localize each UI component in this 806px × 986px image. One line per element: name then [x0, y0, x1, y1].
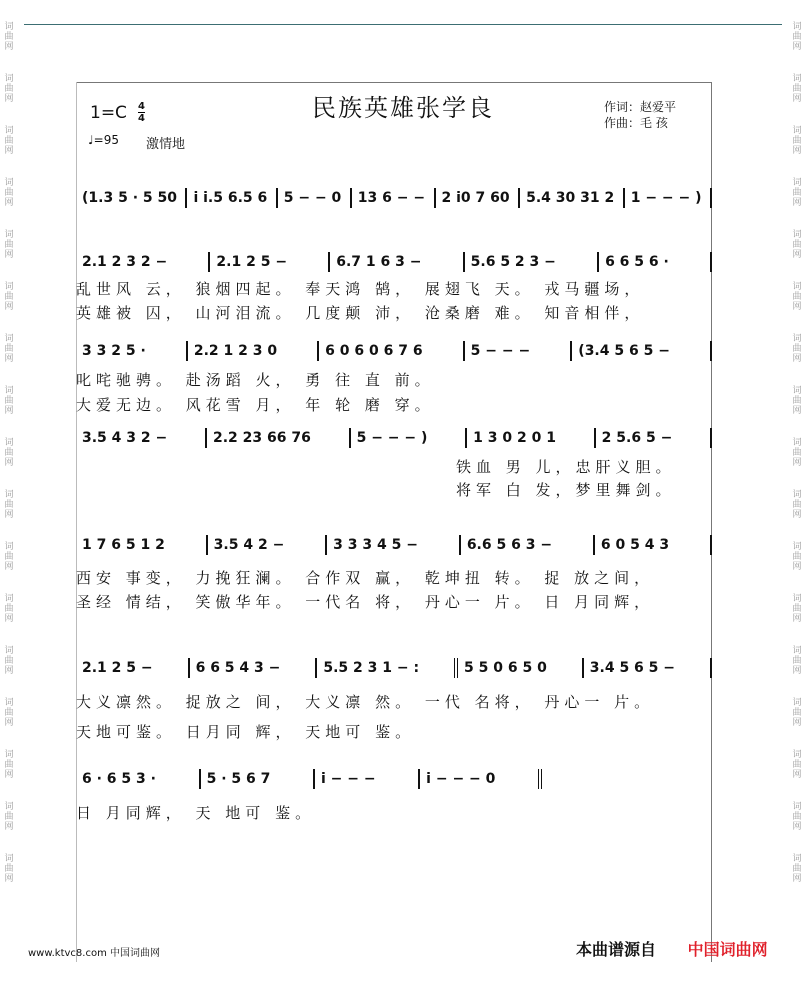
measure: 6 · 6 5 3 · [76, 769, 201, 789]
measure: 6.6 5 6 3 − [461, 535, 595, 555]
footer-source [576, 937, 768, 960]
watermark-text: 词曲网 [4, 490, 14, 520]
lyricist-credit: 作词：赵爱平 [604, 100, 677, 114]
watermark-text: 词曲网 [792, 230, 802, 260]
watermark-text: 词曲网 [4, 282, 14, 312]
footer-site-url: www.ktvc8.com 中国词曲网 [28, 948, 161, 959]
measure: i − − − [315, 769, 420, 789]
measure: 6 6 5 4 3 − [190, 658, 318, 678]
measure: 3.5 4 3 2 − [76, 428, 207, 448]
watermark-text: 词曲网 [792, 22, 802, 52]
measure: 2.1 2 3 2 − [76, 252, 210, 272]
measure: 2.1 2 5 − [210, 252, 330, 272]
lyric-verse-1: 乱世风 云， 狼烟四起。 奉天鸿 鹄， 展翅飞 天。 戎马疆场， [76, 280, 645, 298]
measure: 6 0 6 0 6 7 6 [319, 341, 465, 361]
watermark-text: 词曲网 [4, 594, 14, 624]
watermark-text: 词曲网 [4, 438, 14, 468]
measure: 2.2 1 2 3 0 [188, 341, 319, 361]
lyric-verse-2: 天地可鉴。 日月同 辉， 天地可 鉴。 [76, 723, 416, 741]
watermark-text: 词曲网 [792, 698, 802, 728]
watermark-text: 词曲网 [792, 178, 802, 208]
measure: 5 − − − [465, 341, 573, 361]
watermark-column-right [790, 0, 804, 884]
measure: 2 i0 7 60 [436, 188, 521, 208]
watermark-text: 词曲网 [4, 334, 14, 364]
footer-source-brand: 中国词曲网 [687, 940, 768, 959]
measure: 1 − − − ) [625, 188, 712, 208]
watermark-text: 词曲网 [4, 386, 14, 416]
watermark-text: 词曲网 [792, 74, 802, 104]
watermark-text: 词曲网 [4, 178, 14, 208]
watermark-text: 词曲网 [792, 594, 802, 624]
measure: 3 3 3 4 5 − [327, 535, 461, 555]
lyric-verse-1: 大义凛然。 捉放之 间， 大义凛 然。 一代 名将， 丹心一 片。 [76, 693, 655, 711]
notation-row [76, 341, 712, 361]
watermark-text: 词曲网 [792, 490, 802, 520]
watermark-text: 词曲网 [792, 386, 802, 416]
lyric-verse-1: 西安 事变， 力挽狂澜。 合作双 赢， 乾坤扭 转。 捉 放之间， [76, 569, 655, 587]
measure: 6 6 5 6 · [599, 252, 712, 272]
measure: 2 5.6 5 − [596, 428, 712, 448]
notation-row [76, 188, 712, 208]
watermark-text: 词曲网 [4, 74, 14, 104]
key-signature: 1=C [90, 103, 127, 123]
watermark-text: 词曲网 [792, 542, 802, 572]
watermark-text: 词曲网 [792, 334, 802, 364]
notation-row [76, 769, 542, 789]
composer-credit: 作曲：毛 孩 [604, 116, 668, 130]
watermark-column-left [2, 0, 16, 884]
watermark-text: 词曲网 [4, 750, 14, 780]
lyric-verse-2: 圣经 情结， 笑傲华年。 一代名 将， 丹心一 片。 日 月同辉， [76, 593, 655, 611]
notation-row [76, 535, 712, 555]
lyric-verse-1: 叱咤驰骋。 赴汤蹈 火， 勇 往 直 前。 [76, 371, 435, 389]
measure: 5 5 0 6 5 0 [458, 658, 584, 678]
footer-source-label: 本曲谱源自 [576, 940, 657, 959]
tempo-marking: ♩=95 [88, 133, 119, 147]
measure: 3.4 5 6 5 − [584, 658, 712, 678]
song-title: 民族英雄张学良 [312, 94, 494, 122]
lyric-verse-2: 大爱无边。 风花雪 月， 年 轮 磨 穿。 [76, 396, 435, 414]
notation-row [76, 252, 712, 272]
measure: (3.4 5 6 5 − [572, 341, 712, 361]
measure-repeat-end: 5.5 2 3 1 − : [317, 658, 458, 678]
measure: 3 3 2 5 · [76, 341, 188, 361]
lyric-verse-1: 日 月同辉， 天 地可 鉴。 [76, 804, 316, 822]
watermark-text: 词曲网 [4, 646, 14, 676]
measure: 3.5 4 2 − [208, 535, 327, 555]
measure: 2.1 2 5 − [76, 658, 190, 678]
measure: 2.2 23 66 76 [207, 428, 351, 448]
measure-final: i − − − 0 [420, 769, 542, 789]
measure: 5 · 5 6 7 [201, 769, 315, 789]
watermark-text: 词曲网 [792, 802, 802, 832]
score-sheet-left-edge [76, 82, 77, 962]
watermark-text: 词曲网 [792, 438, 802, 468]
measure: (1.3 5 · 5 50 [76, 188, 187, 208]
watermark-text: 词曲网 [4, 542, 14, 572]
watermark-text: 词曲网 [4, 126, 14, 156]
watermark-text: 词曲网 [4, 230, 14, 260]
measure: 1 3 0 2 0 1 [467, 428, 596, 448]
measure: 13 6 − − [352, 188, 436, 208]
measure: 5.4 30 31 2 [520, 188, 625, 208]
expression-marking: 激情地 [146, 137, 186, 152]
watermark-text: 词曲网 [4, 698, 14, 728]
watermark-text: 词曲网 [792, 126, 802, 156]
watermark-text: 词曲网 [4, 22, 14, 52]
watermark-text: 词曲网 [792, 750, 802, 780]
measure: 5 − − − ) [351, 428, 468, 448]
notation-row [76, 428, 712, 448]
watermark-text: 词曲网 [792, 646, 802, 676]
time-signature-top: 4 [138, 101, 145, 112]
score-sheet-frame [76, 82, 712, 962]
watermark-text: 词曲网 [4, 854, 14, 884]
measure: 1 7 6 5 1 2 [76, 535, 208, 555]
watermark-text: 词曲网 [792, 854, 802, 884]
measure: i i.5 6.5 6 [187, 188, 277, 208]
measure: 5.6 5 2 3 − [465, 252, 599, 272]
top-divider [24, 24, 782, 25]
time-signature-bottom: 4 [138, 113, 145, 124]
notation-row [76, 658, 712, 678]
watermark-text: 词曲网 [792, 282, 802, 312]
watermark-text: 词曲网 [4, 802, 14, 832]
measure: 6 0 5 4 3 [595, 535, 712, 555]
lyric-verse-2: 将军 白 发，梦里舞剑。 [456, 481, 676, 499]
measure: 6.7 1 6 3 − [330, 252, 464, 272]
lyric-verse-1: 铁血 男 儿，忠肝义胆。 [456, 458, 676, 476]
time-signature [138, 101, 145, 124]
measure: 5 − − 0 [278, 188, 352, 208]
lyric-verse-2: 英雄被 囚， 山河泪流。 几度颠 沛， 沧桑磨 难。 知音相伴， [76, 304, 645, 322]
